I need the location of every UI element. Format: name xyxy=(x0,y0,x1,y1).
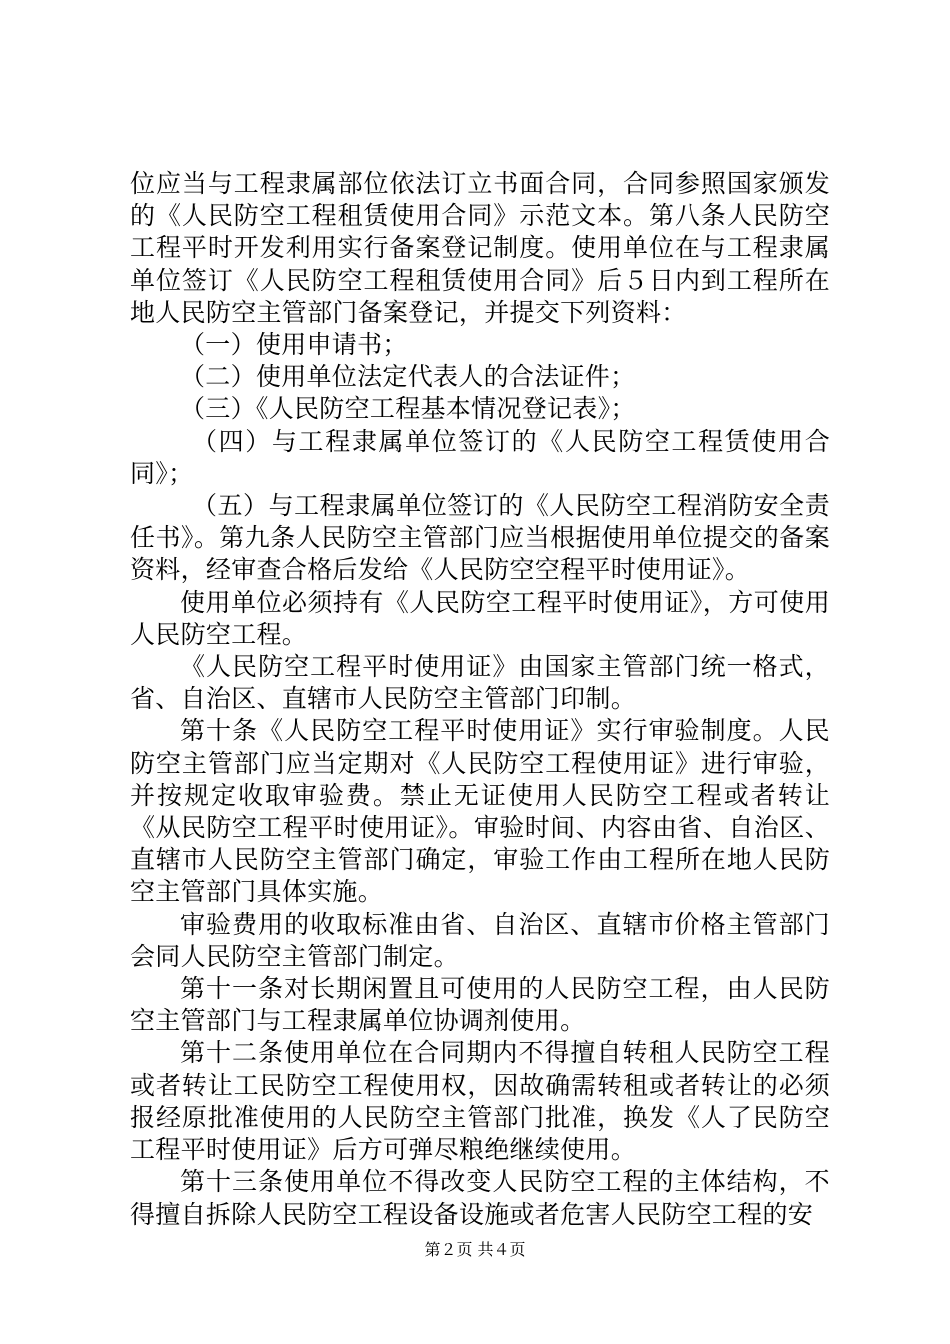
document-body xyxy=(130,168,830,1231)
paragraph-13: 第十三条使用单位不得改变人民防空工程的主体结构，不得擅自拆除人民防空工程设备设施或者危害人民防空工程的安 xyxy=(130,1167,830,1229)
paragraph-7: 使用单位必须持有《人民防空工程平时使用证》，方可使用人民防空工程。 xyxy=(130,587,830,649)
paragraph-3: （二）使用单位法定代表人的合法证件； xyxy=(180,362,636,392)
paragraph-6: （五）与工程隶属单位签订的《人民防空工程消防安全责任书》。第九条人民防空主管部门应当根据使用单位提交的备案资料，经审查合格后发给《人民防空空程平时使用证》。 xyxy=(130,491,830,585)
paragraph-10: 审验费用的收取标准由省、自治区、直辖市价格主管部门会同人民防空主管部门制定。 xyxy=(130,909,830,971)
paragraph-8: 《人民防空工程平时使用证》由国家主管部门统一格式，省、自治区、直辖市人民防空主管部门印制。 xyxy=(130,652,830,714)
paragraph-2: （一）使用申请书； xyxy=(180,330,408,360)
paragraph-12: 第十二条使用单位在合同期内不得擅自转租人民防空工程或者转让工民防空工程使用权，因故确需转租或者转让的必须报经原批准使用的人民防空主管部门批准，换发《人了民防空工程平时使用证》后方可弹尽粮绝继续使用。 xyxy=(130,1038,830,1165)
page-number-label: 第２页 共４页 xyxy=(424,1240,526,1259)
paragraph-1: 位应当与工程隶属部位依法订立书面合同，合同参照国家颁发的《人民防空工程租赁使用合同》示范文本。第八条人民防空工程平时开发利用实行备案登记制度。使用单位在与工程隶属单位签订《人民防空工程租赁使用合同》后５日内到工程所在地人民防空主管部门备案登记，并提交下列资料： xyxy=(130,169,830,327)
paragraph-11: 第十一条对长期闲置且可使用的人民防空工程，由人民防空主管部门与工程隶属单位协调剂使用。 xyxy=(130,974,830,1036)
paragraph-5: （四）与工程隶属单位签订的《人民防空工程赁使用合同》； xyxy=(130,426,830,488)
paragraph-9: 第十条《人民防空工程平时使用证》实行审验制度。人民防空主管部门应当定期对《人民防空工程使用证》进行审验，并按规定收取审验费。禁止无证使用人民防空工程或者转让《从民防空工程平时使用证》。审验时间、内容由省、自治区、直辖市人民防空主管部门确定，审验工作由工程所在地人民防空主管部门具体实施。 xyxy=(130,716,830,907)
paragraph-4: （三）《人民防空工程基本情况登记表》； xyxy=(180,394,636,424)
page-footer xyxy=(0,1240,950,1260)
